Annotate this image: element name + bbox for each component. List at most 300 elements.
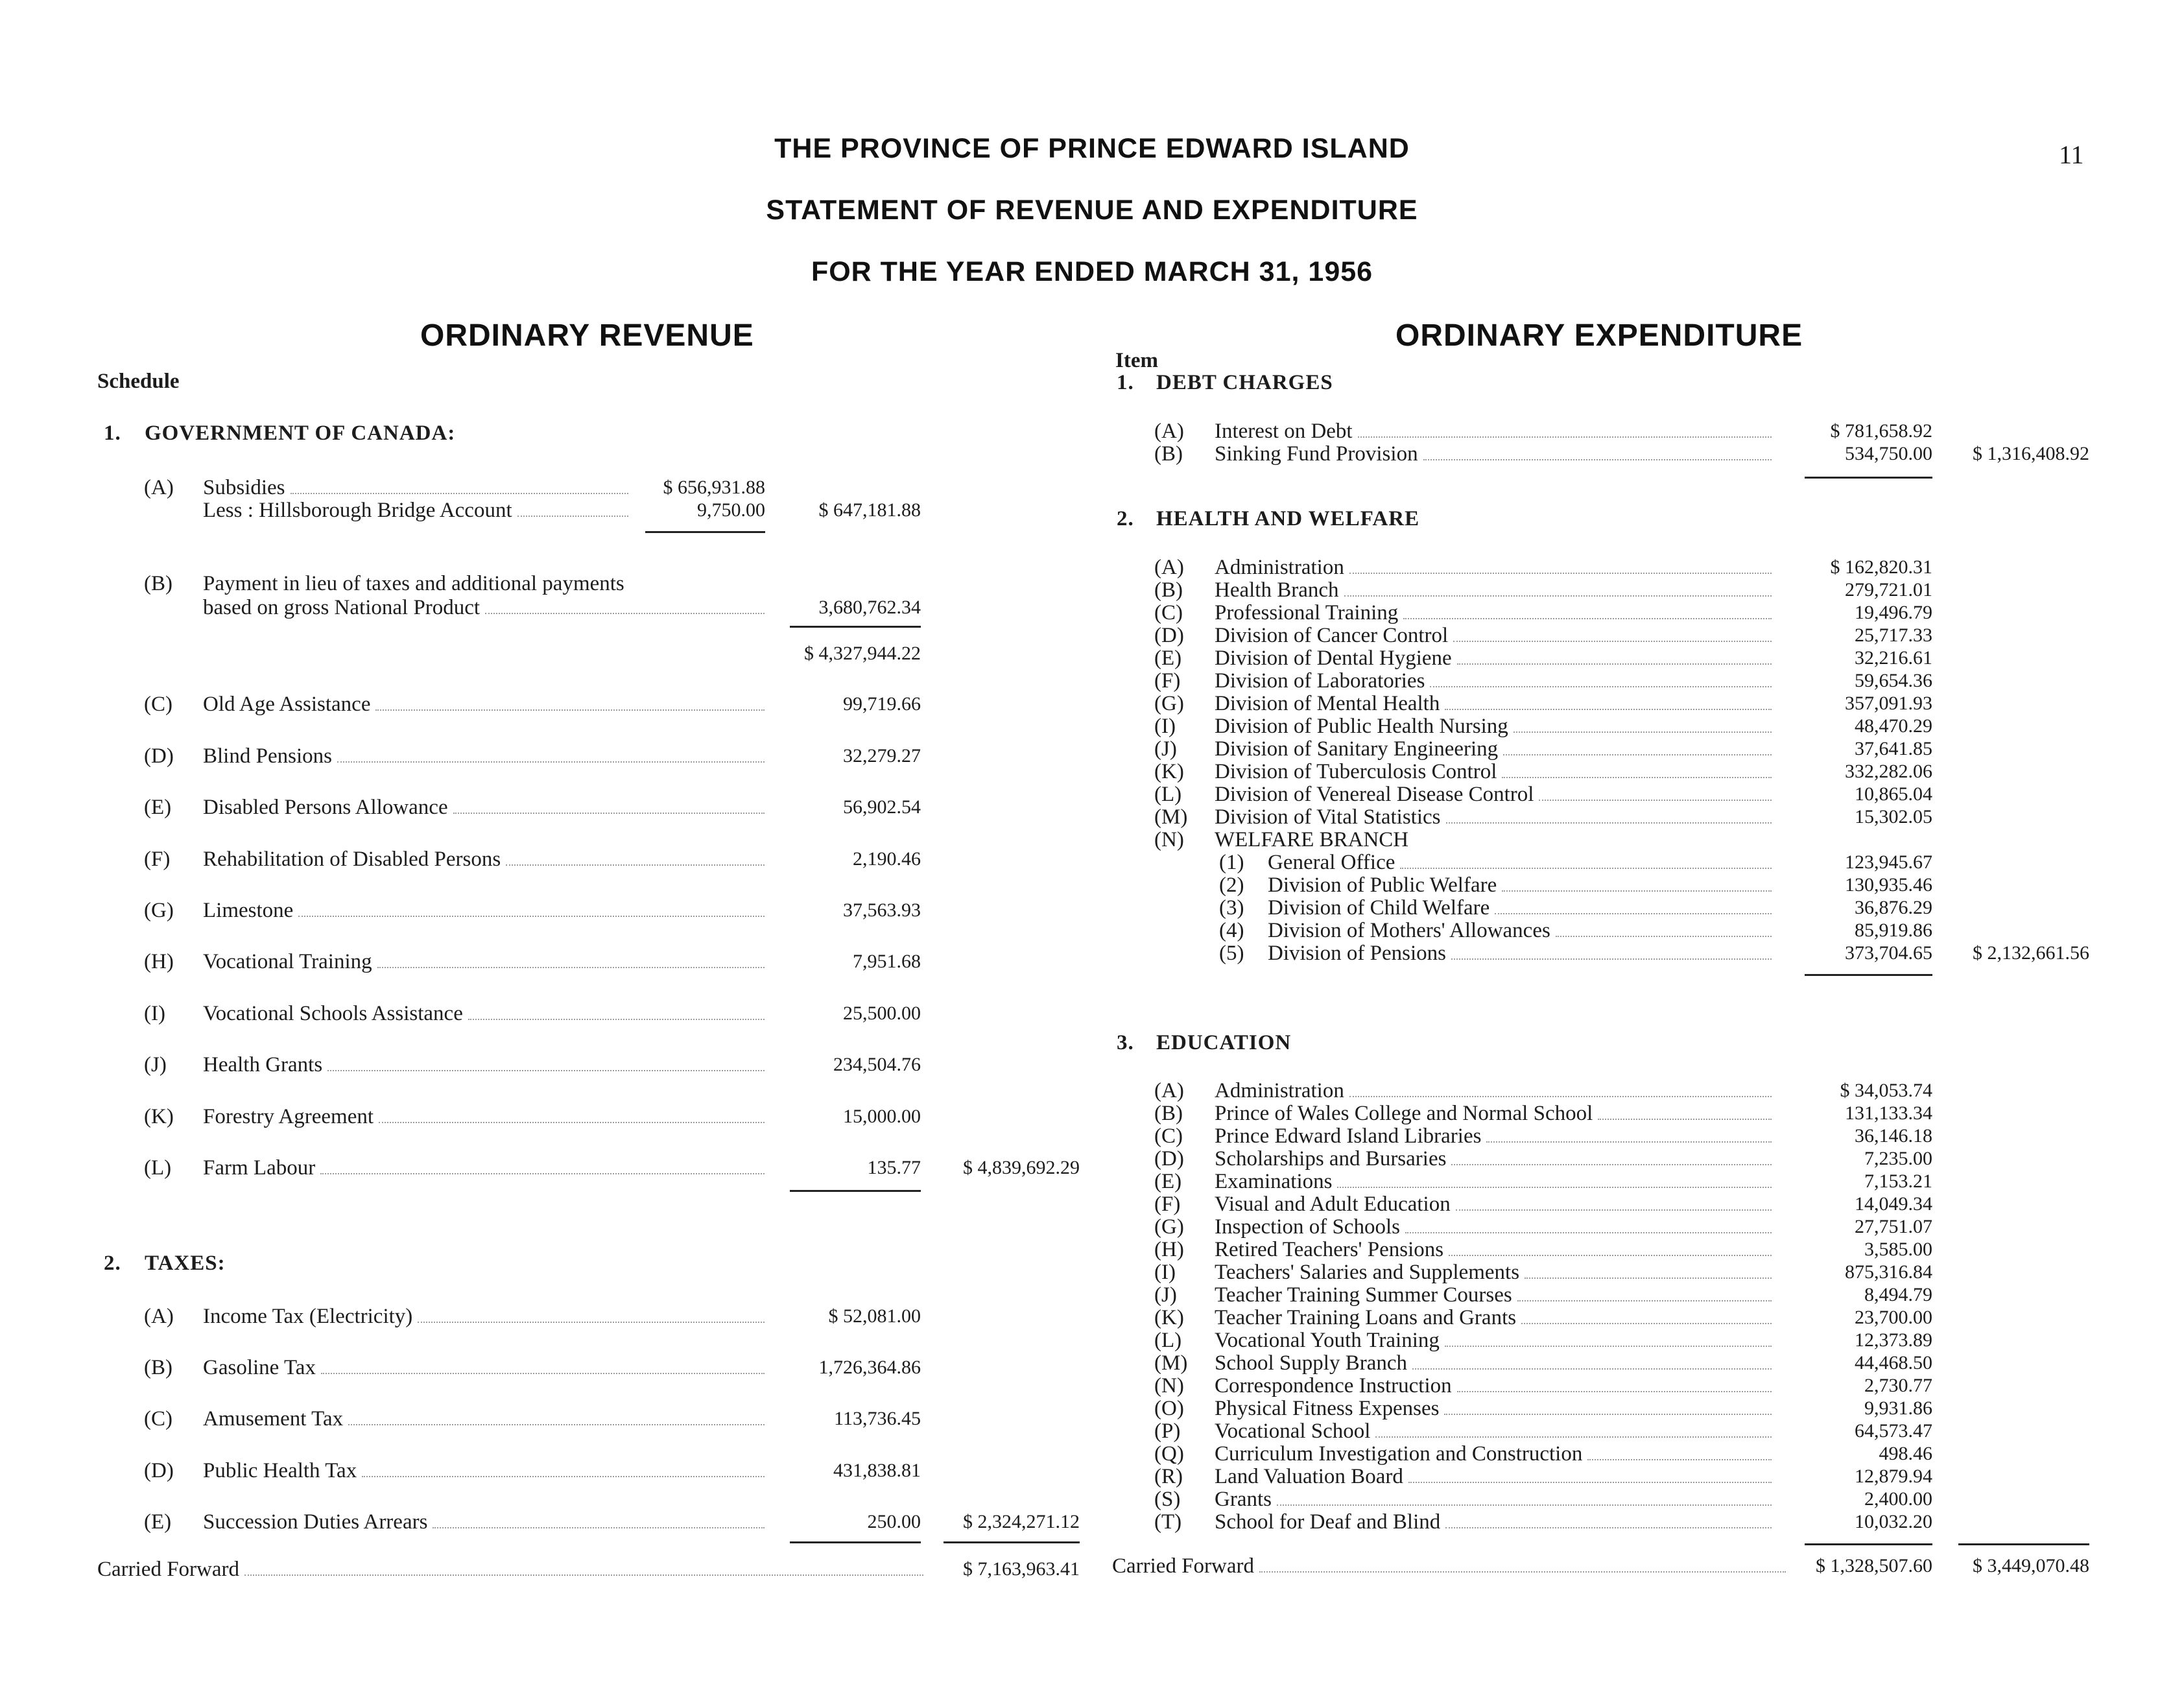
- expenditure-section-number: 2.: [1117, 507, 1134, 530]
- expenditure-item-text: Land Valuation Board: [1215, 1465, 1403, 1488]
- expenditure-item-letter: (A): [1154, 556, 1184, 579]
- revenue-amount-col2: $ 647,181.88: [818, 499, 921, 521]
- expenditure-item-letter: (L): [1154, 1329, 1182, 1352]
- expenditure-amount-col1: 19,496.79: [1855, 602, 1932, 623]
- expenditure-item-label: [1215, 1350, 1775, 1376]
- leader-dots: [1445, 709, 1772, 710]
- leader-dots: [375, 709, 765, 711]
- expenditure-item-letter: (E): [1154, 647, 1182, 670]
- revenue-item-text: Blind Pensions: [203, 744, 332, 768]
- revenue-item-label: [203, 1355, 768, 1381]
- expenditure-item-text: Teacher Training Summer Courses: [1215, 1283, 1512, 1307]
- revenue-item-label: [203, 794, 768, 820]
- expenditure-amount-col1: 10,032.20: [1855, 1511, 1932, 1532]
- revenue-amount-col2: 1,726,364.86: [818, 1357, 921, 1378]
- leader-dots: [321, 1373, 765, 1374]
- revenue-item-text: Forestry Agreement: [203, 1105, 374, 1128]
- expenditure-item-label: [1215, 1486, 1775, 1512]
- revenue-item-letter: (C): [144, 1407, 172, 1431]
- leader-dots: [1486, 1141, 1772, 1143]
- leader-dots: [1423, 459, 1772, 460]
- revenue-item-text: Limestone: [203, 899, 294, 922]
- revenue-amount-col2: 3,680,762.34: [818, 597, 921, 618]
- leader-dots: [320, 1173, 765, 1174]
- expenditure-amount-col1: $ 162,820.31: [1830, 556, 1932, 578]
- expenditure-item-label: [1215, 1327, 1775, 1353]
- expenditure-section-number: 1.: [1117, 371, 1134, 394]
- revenue-section-number: 2.: [104, 1252, 121, 1275]
- statement-period: FOR THE YEAR ENDED MARCH 31, 1956: [811, 256, 1373, 287]
- expenditure-item-label: [1215, 1259, 1775, 1285]
- expenditure-amount-col1: 32,216.61: [1855, 647, 1932, 669]
- expenditure-item-label: [1215, 1441, 1775, 1467]
- expenditure-amount-col2: $ 1,316,408.92: [1973, 443, 2089, 464]
- expenditure-item-letter: (Q): [1154, 1442, 1184, 1466]
- expenditure-amount-col1: 130,935.46: [1845, 874, 1932, 896]
- revenue-item-label: [203, 897, 768, 923]
- leader-dots: [1349, 573, 1772, 574]
- expenditure-item-letter: (B): [1154, 1102, 1183, 1125]
- expenditure-amount-col1: 534,750.00: [1845, 443, 1932, 464]
- revenue-item-label: [203, 949, 768, 975]
- expenditure-item-letter: (B): [1154, 442, 1183, 466]
- expenditure-item-text: Administration: [1215, 556, 1344, 579]
- expenditure-carried-forward-col1: $ 1,328,507.60: [1816, 1555, 1932, 1576]
- expenditure-amount-col2: $ 2,132,661.56: [1973, 942, 2089, 964]
- leader-dots: [1517, 1300, 1772, 1301]
- expenditure-item-label: [1268, 872, 1775, 898]
- expenditure-item-text: Examinations: [1215, 1170, 1333, 1193]
- revenue-carried-forward-amount: $ 7,163,963.41: [963, 1558, 1080, 1580]
- expenditure-amount-col1: 10,865.04: [1855, 783, 1932, 805]
- revenue-item-label: [203, 743, 768, 769]
- revenue-item-text: Rehabilitation of Disabled Persons: [203, 848, 501, 871]
- leader-dots: [1259, 1571, 1786, 1573]
- leader-dots: [453, 813, 765, 814]
- expenditure-item-text: Division of Dental Hygiene: [1215, 647, 1452, 670]
- expenditure-section-title: DEBT CHARGES: [1156, 371, 1333, 394]
- expenditure-item-text: Curriculum Investigation and Construction: [1215, 1442, 1583, 1466]
- expenditure-item-letter: (D): [1154, 1147, 1184, 1170]
- expenditure-item-label: [1215, 1100, 1775, 1126]
- revenue-amount-col2: 37,563.93: [843, 899, 921, 921]
- expenditure-title: ORDINARY EXPENDITURE: [1395, 318, 1803, 353]
- expenditure-item-label: [1215, 1305, 1775, 1331]
- expenditure-item-letter: (M): [1154, 1351, 1188, 1375]
- leader-dots: [1403, 618, 1772, 619]
- leader-dots: [517, 516, 628, 517]
- revenue-item-letter: (K): [144, 1105, 174, 1128]
- expenditure-item-text: Division of Tuberculosis Control: [1215, 760, 1497, 783]
- total-rule: [1958, 1543, 2089, 1545]
- expenditure-amount-col1: 9,931.86: [1864, 1397, 1932, 1419]
- leader-dots: [1358, 436, 1772, 438]
- revenue-item-text: Payment in lieu of taxes and additional payments: [203, 572, 624, 595]
- expenditure-item-text: Teacher Training Loans and Grants: [1215, 1306, 1517, 1329]
- leader-dots: [1539, 800, 1772, 801]
- expenditure-item-label: [1215, 1123, 1775, 1149]
- revenue-item-text: Income Tax (Electricity): [203, 1305, 413, 1328]
- expenditure-item-label: [1215, 577, 1775, 603]
- revenue-item-label: [203, 1001, 768, 1027]
- leader-dots: [291, 493, 628, 494]
- expenditure-item-label: [1215, 554, 1775, 580]
- expenditure-amount-col1: 498.46: [1879, 1443, 1932, 1464]
- expenditure-item-text: Inspection of Schools: [1215, 1215, 1400, 1239]
- revenue-amount-col2: 99,719.66: [843, 693, 921, 715]
- expenditure-amount-col1: 2,730.77: [1864, 1375, 1932, 1396]
- expenditure-item-label: [1215, 1146, 1775, 1172]
- expenditure-item-label: [1215, 736, 1775, 762]
- leader-dots: [1451, 1164, 1772, 1165]
- leader-dots: [485, 613, 765, 614]
- expenditure-item-text: Interest on Debt: [1215, 420, 1353, 443]
- expenditure-item-letter: (M): [1154, 805, 1188, 829]
- expenditure-amount-col1: 14,049.34: [1855, 1193, 1932, 1215]
- leader-dots: [244, 1574, 923, 1576]
- expenditure-item-letter: (I): [1154, 715, 1176, 738]
- revenue-item-label: [203, 1458, 768, 1484]
- leader-dots: [468, 1019, 765, 1020]
- expenditure-item-letter: (G): [1154, 1215, 1184, 1239]
- revenue-section-title: GOVERNMENT OF CANADA:: [145, 422, 456, 445]
- revenue-item-text: Vocational Training: [203, 950, 372, 973]
- leader-dots: [362, 1476, 765, 1477]
- schedule-label: Schedule: [97, 370, 180, 393]
- leader-dots: [1445, 1346, 1772, 1347]
- expenditure-item-text: Vocational School: [1215, 1420, 1371, 1443]
- leader-dots: [1503, 754, 1772, 755]
- revenue-item-letter: (D): [144, 1459, 174, 1482]
- revenue-item-text: Gasoline Tax: [203, 1356, 316, 1379]
- leader-dots: [1337, 1187, 1772, 1188]
- revenue-amount-col3: $ 4,839,692.29: [963, 1157, 1080, 1178]
- expenditure-item-label: [1215, 418, 1775, 444]
- revenue-item-text: Less : Hillsborough Bridge Account: [203, 499, 512, 522]
- revenue-item-letter: (I): [144, 1002, 165, 1025]
- expenditure-item-text: Division of Public Welfare: [1268, 873, 1497, 897]
- revenue-item-label: [203, 691, 768, 717]
- revenue-section-title: TAXES:: [145, 1252, 226, 1275]
- expenditure-item-letter: (T): [1154, 1510, 1182, 1534]
- leader-dots: [1502, 777, 1772, 778]
- expenditure-item-text: Division of Laboratories: [1215, 669, 1425, 693]
- leader-dots: [298, 916, 765, 917]
- revenue-amount-col3: $ 2,324,271.12: [963, 1511, 1080, 1532]
- expenditure-amount-col1: 279,721.01: [1845, 579, 1932, 600]
- expenditure-sub-number: (4): [1219, 919, 1244, 942]
- expenditure-item-label: [1215, 1509, 1775, 1535]
- revenue-item-letter: (E): [144, 1510, 172, 1534]
- total-rule: [645, 531, 765, 533]
- expenditure-item-label: [1268, 895, 1775, 921]
- expenditure-item-label: [1215, 691, 1775, 717]
- revenue-item-label: [203, 1406, 768, 1432]
- page-number: 11: [2059, 140, 2084, 169]
- expenditure-item-label: [1215, 623, 1775, 648]
- expenditure-item-label: [1215, 781, 1775, 807]
- expenditure-item-text: Professional Training: [1215, 601, 1399, 624]
- leader-dots: [337, 761, 765, 763]
- expenditure-item-label: [1215, 1237, 1775, 1263]
- revenue-amount-col2: $ 52,081.00: [828, 1305, 921, 1327]
- expenditure-item-letter: (A): [1154, 420, 1184, 443]
- expenditure-item-letter: (D): [1154, 624, 1184, 647]
- expenditure-amount-col1: 59,654.36: [1855, 670, 1932, 691]
- revenue-item-letter: (C): [144, 693, 172, 716]
- revenue-item-label: [203, 1104, 768, 1130]
- expenditure-amount-col1: 23,700.00: [1855, 1307, 1932, 1328]
- leader-dots: [1587, 1459, 1772, 1460]
- revenue-amount-col2: 25,500.00: [843, 1003, 921, 1024]
- expenditure-item-label: [1215, 1418, 1775, 1444]
- leader-dots: [1457, 663, 1772, 665]
- expenditure-sub-number: (3): [1219, 896, 1244, 920]
- item-label: Item: [1115, 349, 1158, 372]
- expenditure-amount-col1: 2,400.00: [1864, 1488, 1932, 1510]
- expenditure-amount-col1: 36,146.18: [1855, 1125, 1932, 1147]
- revenue-item-text: Public Health Tax: [203, 1459, 357, 1482]
- leader-dots: [1556, 936, 1772, 937]
- revenue-item-label: [203, 1155, 768, 1181]
- expenditure-amount-col1: 12,879.94: [1855, 1466, 1932, 1487]
- expenditure-amount-col1: 7,235.00: [1864, 1148, 1932, 1169]
- revenue-amount-col2: 135.77: [867, 1157, 921, 1178]
- revenue-item-letter: (D): [144, 744, 174, 768]
- expenditure-section-title: HEALTH AND WELFARE: [1156, 507, 1420, 530]
- carried-forward-label: Carried Forward: [1112, 1554, 1255, 1578]
- revenue-amount-col2: $ 4,327,944.22: [804, 643, 921, 664]
- expenditure-item-text: Teachers' Salaries and Supplements: [1215, 1261, 1520, 1284]
- expenditure-item-text: Prince Edward Island Libraries: [1215, 1124, 1482, 1148]
- expenditure-item-label: [1215, 668, 1775, 694]
- total-rule: [790, 1190, 921, 1192]
- expenditure-item-label: [1215, 1214, 1775, 1240]
- leader-dots: [1444, 1414, 1772, 1415]
- leader-dots: [1453, 641, 1772, 642]
- revenue-item-label: [203, 846, 768, 872]
- revenue-item-text: Amusement Tax: [203, 1407, 344, 1431]
- leader-dots: [1375, 1436, 1772, 1438]
- revenue-item-letter: (J): [144, 1053, 167, 1076]
- expenditure-item-letter: (S): [1154, 1488, 1181, 1511]
- expenditure-item-letter: (N): [1154, 1374, 1184, 1397]
- revenue-amount-col2: 7,951.68: [853, 951, 921, 972]
- revenue-amount-col2: 15,000.00: [843, 1106, 921, 1127]
- leader-dots: [379, 1122, 765, 1123]
- expenditure-item-text: School for Deaf and Blind: [1215, 1510, 1441, 1534]
- expenditure-item-letter: (H): [1154, 1238, 1184, 1261]
- expenditure-item-text: Division of Mothers' Allowances: [1268, 919, 1550, 942]
- revenue-amount-col1: $ 656,931.88: [663, 477, 765, 498]
- revenue-title: ORDINARY REVENUE: [420, 318, 754, 353]
- revenue-item-letter: (H): [144, 950, 174, 973]
- total-rule: [944, 1541, 1080, 1543]
- leader-dots: [1598, 1119, 1772, 1120]
- expenditure-item-label: [1215, 645, 1775, 671]
- carried-forward-label: Carried Forward: [97, 1558, 240, 1581]
- revenue-section-number: 1.: [104, 422, 121, 445]
- leader-dots: [1405, 1232, 1772, 1233]
- revenue-item-letter: (F): [144, 848, 171, 871]
- expenditure-amount-col1: 123,945.67: [1845, 851, 1932, 873]
- revenue-item-letter: (B): [144, 1356, 172, 1379]
- revenue-item-label: [203, 1303, 768, 1329]
- expenditure-item-letter: (P): [1154, 1420, 1181, 1443]
- expenditure-amount-col1: 36,876.29: [1855, 897, 1932, 918]
- revenue-amount-col2: 250.00: [867, 1511, 921, 1532]
- expenditure-item-letter: (O): [1154, 1397, 1184, 1420]
- expenditure-item-label: [1215, 713, 1775, 739]
- expenditure-item-label: [1215, 827, 1775, 853]
- leader-dots: [348, 1424, 765, 1425]
- total-rule: [790, 626, 921, 628]
- revenue-item-label: [203, 497, 632, 523]
- revenue-item-label: [203, 1509, 768, 1535]
- expenditure-item-text: Division of Cancer Control: [1215, 624, 1449, 647]
- leader-dots: [1445, 1527, 1772, 1528]
- expenditure-item-letter: (J): [1154, 1283, 1177, 1307]
- expenditure-item-text: School Supply Branch: [1215, 1351, 1407, 1375]
- total-rule: [790, 1541, 921, 1543]
- expenditure-item-label: [1215, 1373, 1775, 1399]
- revenue-item-label: [203, 1052, 768, 1078]
- leader-dots: [1456, 1209, 1772, 1211]
- revenue-amount-col2: 234,504.76: [833, 1054, 921, 1075]
- leader-dots: [1513, 731, 1772, 733]
- expenditure-item-letter: (F): [1154, 669, 1181, 693]
- expenditure-item-text: Division of Sanitary Engineering: [1215, 737, 1499, 761]
- leader-dots: [418, 1322, 765, 1323]
- leader-dots: [1449, 1255, 1772, 1256]
- revenue-item-text: Farm Labour: [203, 1156, 316, 1180]
- leader-dots: [1525, 1277, 1772, 1279]
- expenditure-section-number: 3.: [1117, 1031, 1134, 1054]
- expenditure-item-text: Division of Vital Statistics: [1215, 805, 1441, 829]
- expenditure-item-label: [1268, 849, 1775, 875]
- expenditure-sub-number: (5): [1219, 942, 1244, 965]
- expenditure-item-letter: (I): [1154, 1261, 1176, 1284]
- document-title: THE PROVINCE OF PRINCE EDWARD ISLAND: [774, 133, 1410, 164]
- revenue-item-letter: (A): [144, 476, 174, 499]
- expenditure-item-text: Prince of Wales College and Normal School: [1215, 1102, 1593, 1125]
- expenditure-amount-col1: 357,091.93: [1845, 693, 1932, 714]
- expenditure-amount-col1: 64,573.47: [1855, 1420, 1932, 1442]
- expenditure-item-text: Vocational Youth Training: [1215, 1329, 1440, 1352]
- expenditure-amount-col1: 131,133.34: [1845, 1102, 1932, 1124]
- expenditure-amount-col1: 48,470.29: [1855, 715, 1932, 737]
- leader-dots: [377, 967, 765, 968]
- revenue-carried-forward: [97, 1556, 927, 1582]
- revenue-item-letter: (L): [144, 1156, 172, 1180]
- revenue-item-text: Health Grants: [203, 1053, 323, 1076]
- revenue-item-label: [203, 571, 768, 597]
- expenditure-amount-col1: 12,373.89: [1855, 1329, 1932, 1351]
- expenditure-amount-col1: 44,468.50: [1855, 1352, 1932, 1373]
- leader-dots: [1521, 1323, 1772, 1324]
- expenditure-item-letter: (A): [1154, 1079, 1184, 1102]
- expenditure-item-text: Physical Fitness Expenses: [1215, 1397, 1440, 1420]
- leader-dots: [1495, 913, 1772, 914]
- expenditure-amount-col1: 875,316.84: [1845, 1261, 1932, 1283]
- expenditure-amount-col1: 37,641.85: [1855, 738, 1932, 759]
- leader-dots: [1400, 868, 1772, 869]
- revenue-item-text: Disabled Persons Allowance: [203, 796, 448, 819]
- expenditure-item-label: [1268, 940, 1775, 966]
- expenditure-item-text: Sinking Fund Provision: [1215, 442, 1418, 466]
- total-rule: [1805, 974, 1932, 976]
- leader-dots: [1451, 958, 1772, 960]
- leader-dots: [433, 1527, 765, 1528]
- expenditure-item-label: [1215, 1078, 1775, 1104]
- expenditure-sub-number: (2): [1219, 873, 1244, 897]
- expenditure-item-letter: (C): [1154, 1124, 1183, 1148]
- expenditure-item-text: Division of Pensions: [1268, 942, 1447, 965]
- leader-dots: [1344, 595, 1772, 597]
- statement-title: STATEMENT OF REVENUE AND EXPENDITURE: [766, 195, 1418, 226]
- leader-dots: [1502, 890, 1772, 892]
- revenue-item-label: [203, 595, 768, 621]
- expenditure-item-letter: (E): [1154, 1170, 1182, 1193]
- revenue-item-text: Old Age Assistance: [203, 693, 371, 716]
- expenditure-item-text: Division of Child Welfare: [1268, 896, 1490, 920]
- expenditure-item-letter: (K): [1154, 1306, 1184, 1329]
- expenditure-item-text: General Office: [1268, 851, 1395, 874]
- expenditure-item-label: [1215, 759, 1775, 785]
- leader-dots: [1446, 822, 1772, 824]
- expenditure-item-letter: (K): [1154, 760, 1184, 783]
- expenditure-item-letter: (N): [1154, 828, 1184, 851]
- expenditure-section-title: EDUCATION: [1156, 1031, 1292, 1054]
- expenditure-item-text: Administration: [1215, 1079, 1344, 1102]
- expenditure-item-label: [1268, 918, 1775, 944]
- expenditure-item-text: WELFARE BRANCH: [1215, 828, 1409, 851]
- expenditure-item-text: Scholarships and Bursaries: [1215, 1147, 1447, 1170]
- expenditure-carried-forward: [1112, 1553, 1790, 1579]
- expenditure-sub-number: (1): [1219, 851, 1244, 874]
- expenditure-item-text: Visual and Adult Education: [1215, 1193, 1451, 1216]
- revenue-amount-col2: 113,736.45: [834, 1408, 921, 1429]
- revenue-item-text: Subsidies: [203, 476, 285, 499]
- total-rule: [1805, 1543, 1932, 1545]
- expenditure-item-text: Grants: [1215, 1488, 1272, 1511]
- leader-dots: [327, 1070, 765, 1071]
- expenditure-item-text: Health Branch: [1215, 578, 1339, 602]
- revenue-item-letter: (E): [144, 796, 172, 819]
- revenue-amount-col2: 2,190.46: [853, 848, 921, 870]
- leader-dots: [1349, 1096, 1772, 1097]
- leader-dots: [506, 864, 765, 866]
- leader-dots: [1408, 1482, 1772, 1483]
- expenditure-item-text: Correspondence Instruction: [1215, 1374, 1452, 1397]
- revenue-item-text: based on gross National Product: [203, 596, 481, 619]
- leader-dots: [1430, 686, 1772, 687]
- expenditure-item-letter: (L): [1154, 783, 1182, 806]
- expenditure-amount-col1: 27,751.07: [1855, 1216, 1932, 1237]
- expenditure-item-text: Retired Teachers' Pensions: [1215, 1238, 1444, 1261]
- expenditure-amount-col1: 85,919.86: [1855, 920, 1932, 941]
- expenditure-item-label: [1215, 1396, 1775, 1421]
- leader-dots: [1412, 1368, 1772, 1370]
- expenditure-item-label: [1215, 1464, 1775, 1490]
- revenue-item-text: Vocational Schools Assistance: [203, 1002, 463, 1025]
- revenue-item-letter: (A): [144, 1305, 174, 1328]
- expenditure-item-text: Division of Mental Health: [1215, 692, 1440, 715]
- expenditure-item-letter: (G): [1154, 692, 1184, 715]
- revenue-amount-col2: 32,279.27: [843, 745, 921, 766]
- expenditure-amount-col1: 332,282.06: [1845, 761, 1932, 782]
- expenditure-amount-col1: $ 781,658.92: [1830, 420, 1932, 442]
